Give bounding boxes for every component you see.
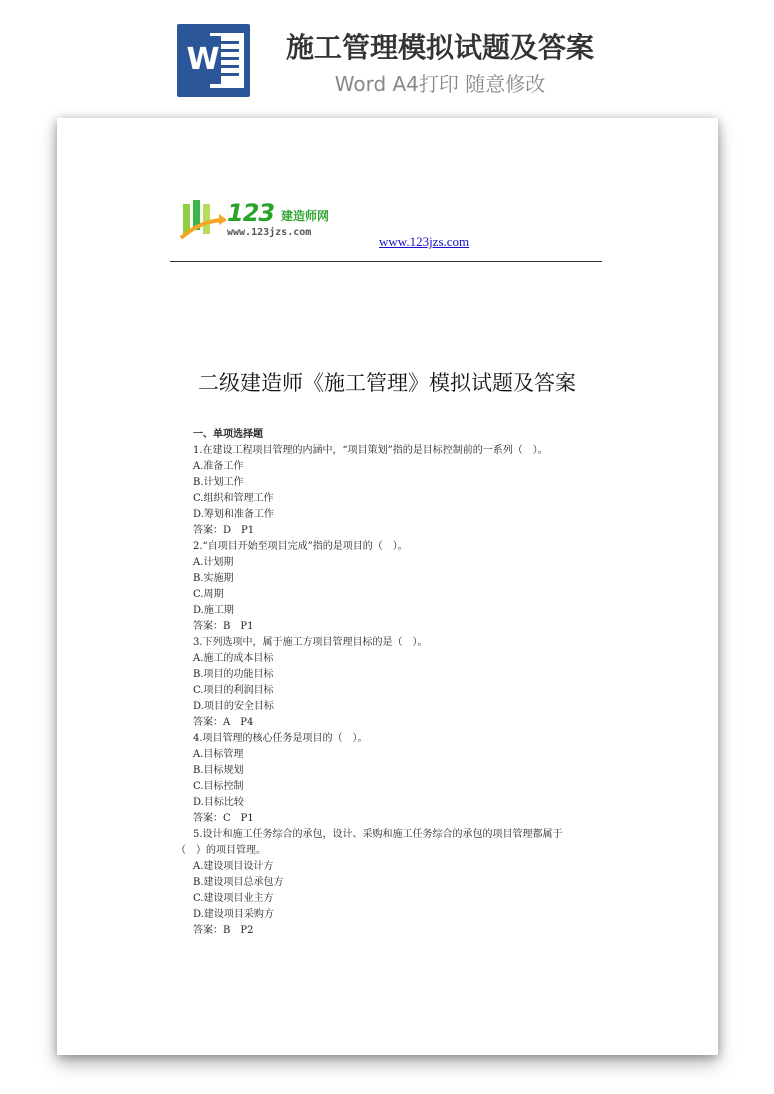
header-link[interactable]: www.123jzs.com xyxy=(379,234,470,249)
option: D.施工期 xyxy=(193,605,234,616)
option: A.施工的成本目标 xyxy=(193,653,274,664)
logo-url: www.123jzs.com xyxy=(227,227,312,238)
option: D.建设项目采购方 xyxy=(193,909,274,920)
option: D.目标比较 xyxy=(193,797,244,808)
question-stem-continued: （ ）的项目管理。 xyxy=(176,845,266,856)
option: B.项目的功能目标 xyxy=(193,669,274,680)
option: B.实施期 xyxy=(193,573,234,584)
answer: 答案：B P1 xyxy=(193,621,254,632)
logo-number: 123 xyxy=(227,199,275,227)
question-list xyxy=(176,427,623,939)
option: C.组织和管理工作 xyxy=(193,493,274,504)
banner-title: 施工管理模拟试题及答案 xyxy=(285,31,594,64)
option: A.建设项目设计方 xyxy=(193,861,274,872)
option: C.周期 xyxy=(193,589,224,600)
logo-brand: 建造师网 xyxy=(281,209,330,223)
question-stem: 2.“自项目开始至项目完成”指的是项目的（ ）。 xyxy=(193,541,408,552)
question-stem: 4.项目管理的核心任务是项目的（ ）。 xyxy=(193,733,368,744)
banner-subtitle: Word A4打印 随意修改 xyxy=(334,72,546,96)
banner xyxy=(0,0,774,118)
section-heading: 一、单项选择题 xyxy=(193,429,263,440)
option: B.目标规划 xyxy=(193,765,244,776)
option: C.项目的利润目标 xyxy=(193,685,274,696)
option: B.计划工作 xyxy=(193,477,244,488)
site-logo xyxy=(179,198,349,244)
document-page xyxy=(57,118,718,1055)
answer: 答案：B P2 xyxy=(193,925,254,936)
word-letter: W xyxy=(185,36,221,84)
option: B.建设项目总承包方 xyxy=(193,877,284,888)
option: A.准备工作 xyxy=(193,461,244,472)
answer: 答案：C P1 xyxy=(193,813,254,824)
question-stem: 5.设计和施工任务综合的承包，设计、采购和施工任务综合的承包的项目管理都属于 xyxy=(193,829,563,840)
answer: 答案：A P4 xyxy=(193,717,254,728)
option: C.建设项目业主方 xyxy=(193,893,274,904)
logo-mark-icon xyxy=(179,198,229,244)
option: A.目标管理 xyxy=(193,749,244,760)
question-stem: 3.下列选项中，属于施工方项目管理目标的是（ ）。 xyxy=(193,637,428,648)
option: A.计划期 xyxy=(193,557,234,568)
header-divider xyxy=(170,261,602,262)
document-title: 二级建造师《施工管理》模拟试题及答案 xyxy=(198,371,576,395)
word-document-icon xyxy=(177,24,250,97)
option: D.筹划和准备工作 xyxy=(193,509,274,520)
question-stem: 1.在建设工程项目管理的内涵中，“项目策划”指的是目标控制前的一系列（ ）。 xyxy=(193,445,548,456)
answer: 答案：D P1 xyxy=(193,525,255,536)
option: C.目标控制 xyxy=(193,781,244,792)
option: D.项目的安全目标 xyxy=(193,701,274,712)
